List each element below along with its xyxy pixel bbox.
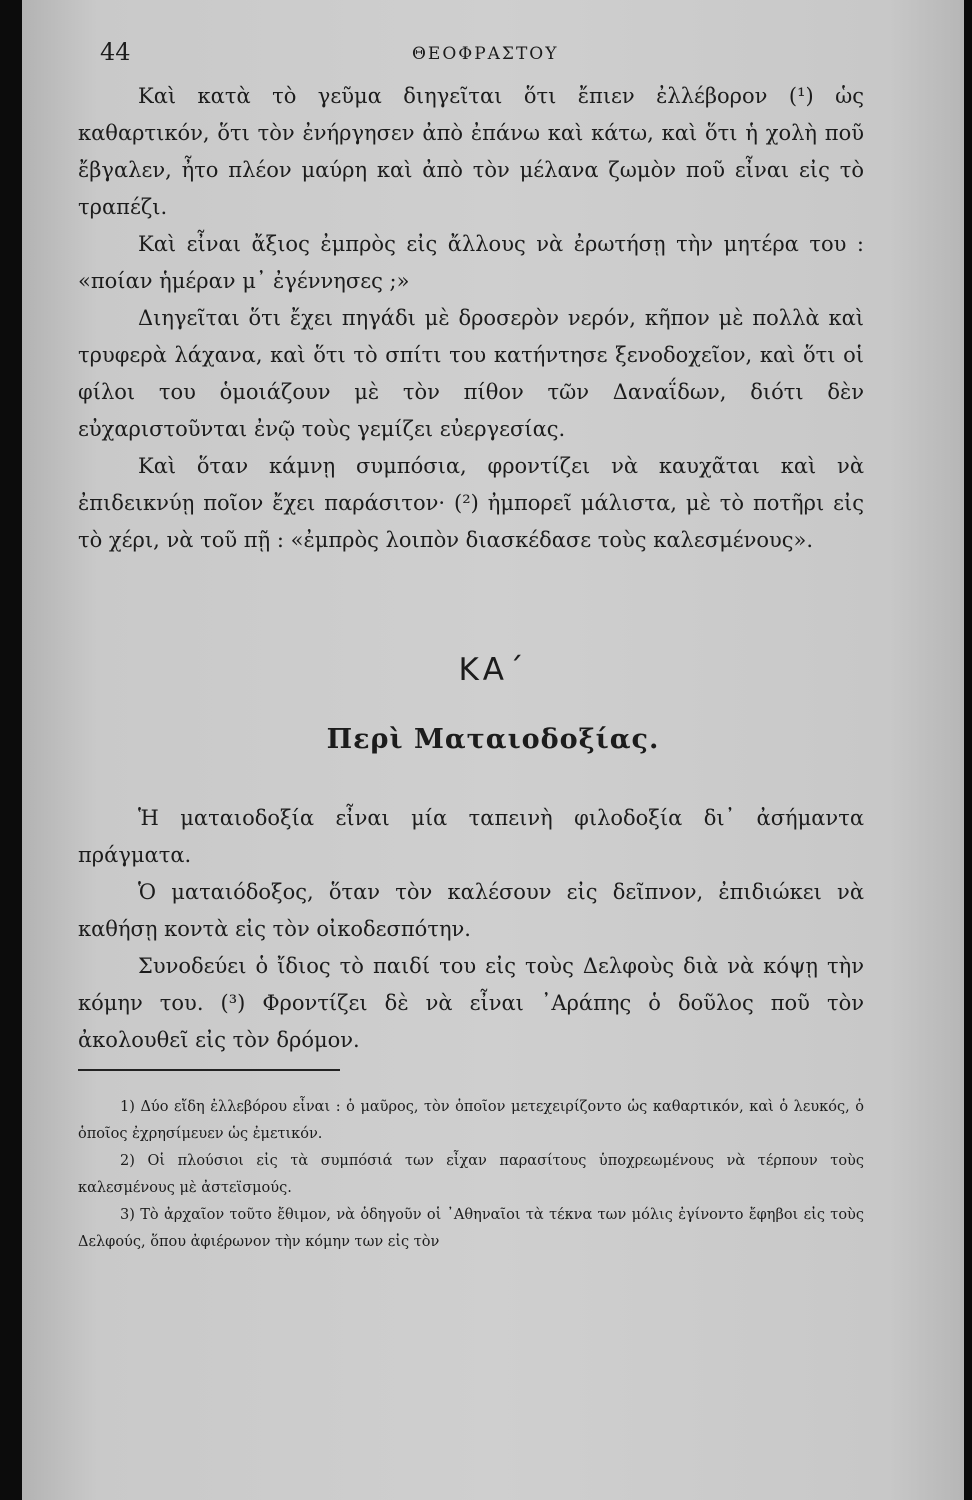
book-page [22, 0, 964, 1500]
paragraph: Διηγεῖται ὅτι ἔχει πηγάδι μὲ δροσερὸν νερόν, κῆπον μὲ πολλὰ καὶ τρυφερὰ λάχανα, καὶ ὅτι τὸ σπίτι του κατήντησε ξενοδοχεῖον, καὶ ὅτι οἱ φίλοι του ὁμοιάζουν μὲ τὸν πίθον τῶν Δαναΐδων, διότι δὲν εὐχαριστοῦνται ἐνῷ τοὺς γεμίζει εὐεργεσίας. [78, 306, 864, 441]
paragraph: Ἡ ματαιοδοξία εἶναι μία ταπεινὴ φιλοδοξία δι᾽ ἀσήμαντα πράγματα. [78, 806, 864, 867]
paragraph: Καὶ εἶναι ἄξιος ἐμπρὸς εἰς ἄλλους νὰ ἐρωτήσῃ τὴν μητέρα του : «ποίαν ἡμέραν μ᾽ ἐγέννησες ;» [78, 232, 864, 293]
chapter-number: ΚΑ΄ [458, 652, 528, 688]
paragraph: Συνοδεύει ὁ ἴδιος τὸ παιδί του εἰς τοὺς Δελφοὺς διὰ νὰ κόψῃ τὴν κόμην του. (³) Φροντίζει δὲ νὰ εἶναι ᾽Αράπης ὁ δοῦλος ποῦ τὸν ἀκολουθεῖ εἰς τὸν δρόμον. [78, 954, 864, 1052]
page-number: 44 [100, 38, 131, 66]
running-title: ΘΕΟΦΡΑΣΤΟΥ [412, 44, 559, 64]
footnote-divider [78, 1069, 340, 1071]
body-text [78, 78, 864, 559]
page-header [22, 38, 964, 68]
footnote: 2) Οἱ πλούσιοι εἰς τὰ συμπόσιά των εἶχαν παρασίτους ὑποχρεωμένους νὰ τέρπουν τοὺς καλεσμένους μὲ ἀστεϊσμούς. [78, 1153, 864, 1196]
footnotes [78, 1094, 864, 1256]
paragraph: Καὶ ὅταν κάμνῃ συμπόσια, φροντίζει νὰ καυχᾶται καὶ νὰ ἐπιδεικνύῃ ποῖον ἔχει παράσιτον· (²) ἠμπορεῖ μάλιστα, μὲ τὸ ποτῆρι εἰς τὸ χέρι, νὰ τοῦ πῇ : «ἐμπρὸς λοιπὸν διασκέδασε τοὺς καλεσμένους». [78, 454, 864, 552]
paragraph: Καὶ κατὰ τὸ γεῦμα διηγεῖται ὅτι ἔπιεν ἐλλέβορον (¹) ὡς καθαρτικόν, ὅτι τὸν ἐνήργησεν ἀπὸ ἐπάνω καὶ κάτω, καὶ ὅτι ἡ χολὴ ποῦ ἔβγαλεν, ἦτο πλέον μαύρη καὶ ἀπὸ τὸν μέλανα ζωμὸν ποῦ εἶναι εἰς τὸ τραπέζι. [78, 84, 864, 219]
chapter-body-text [78, 800, 864, 1059]
chapter-title: Περὶ Ματαιοδοξίας. [326, 724, 660, 755]
footnote: 1) Δύο εἴδη ἐλλεβόρου εἶναι : ὁ μαῦρος, τὸν ὁποῖον μετεχειρίζοντο ὡς καθαρτικόν, καὶ ὁ λευκός, ὁ ὁποῖος ἐχρησίμευεν ὡς ἐμετικόν. [78, 1099, 864, 1142]
paragraph: Ὁ ματαιόδοξος, ὅταν τὸν καλέσουν εἰς δεῖπνον, ἐπιδιώκει νὰ καθήσῃ κοντὰ εἰς τὸν οἰκοδεσπότην. [78, 880, 864, 941]
footnote: 3) Τὸ ἀρχαῖον τοῦτο ἔθιμον, νὰ ὁδηγοῦν οἱ ᾽Αθηναῖοι τὰ τέκνα των μόλις ἐγίνοντο ἔφηβοι εἰς τοὺς Δελφούς, ὅπου ἀφιέρωνον τὴν κόμην των εἰς τὸν [78, 1207, 864, 1250]
